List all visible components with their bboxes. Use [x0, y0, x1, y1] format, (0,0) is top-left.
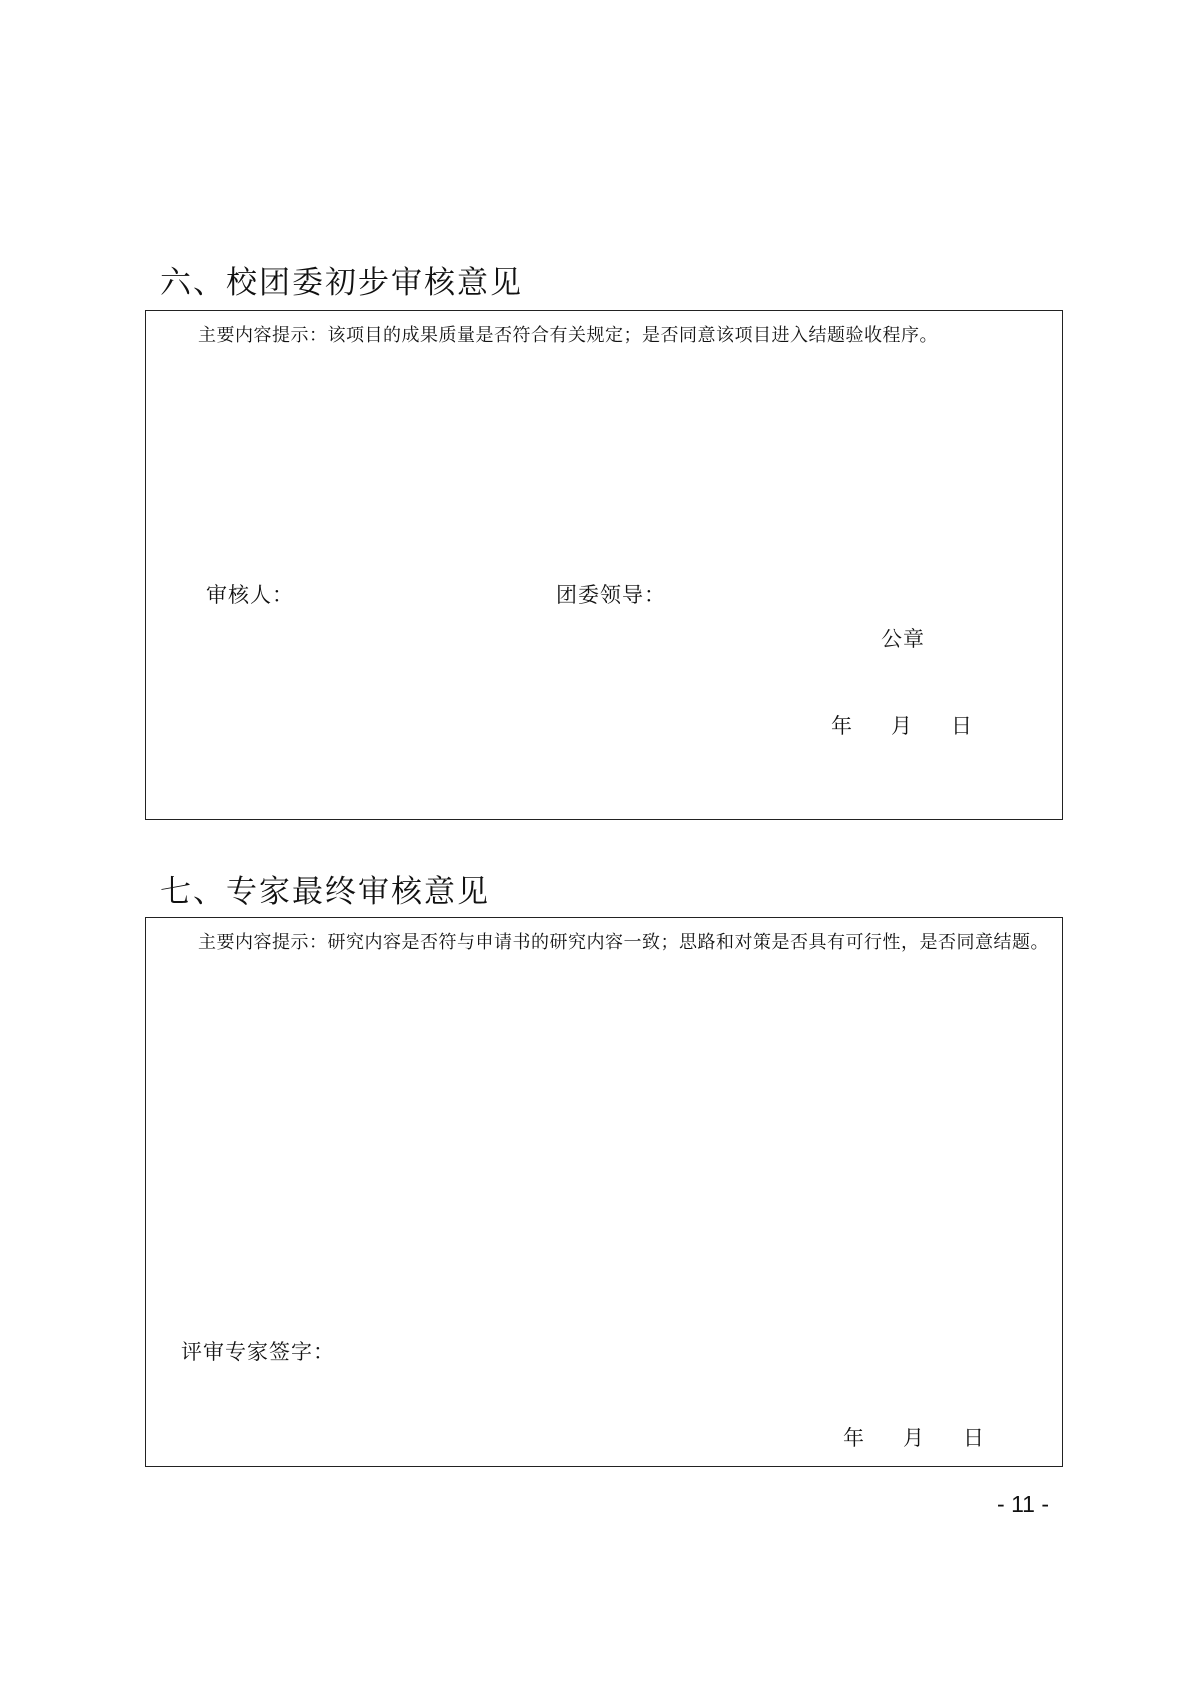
page-number: - 11 - — [997, 1491, 1049, 1517]
section6-opinion-box — [145, 310, 1063, 820]
section7-signature-label: 评审专家签字： — [181, 1340, 335, 1364]
section7-date — [843, 1428, 993, 1452]
section6-date-year: 年 — [831, 714, 852, 738]
section7-date-month: 月 — [903, 1426, 924, 1450]
section7-heading: 七、专家最终审核意见 — [160, 874, 490, 910]
section6-date — [831, 716, 981, 740]
section7-date-day: 日 — [963, 1426, 984, 1450]
section6-leader-label: 团委领导： — [556, 583, 666, 607]
section6-date-day: 日 — [951, 714, 972, 738]
section7-opinion-box — [145, 917, 1063, 1467]
section6-seal-label: 公章 — [881, 627, 925, 651]
section7-date-year: 年 — [843, 1426, 864, 1450]
section6-heading: 六、校团委初步审核意见 — [160, 265, 523, 301]
section7-hint: 主要内容提示：研究内容是否符与申请书的研究内容一致；思路和对策是否具有可行性，是否同意结题。 — [198, 932, 1049, 953]
section6-reviewer-label: 审核人： — [206, 583, 294, 607]
section6-hint: 主要内容提示：该项目的成果质量是否符合有关规定；是否同意该项目进入结题验收程序。 — [198, 325, 938, 346]
section6-date-month: 月 — [891, 714, 912, 738]
